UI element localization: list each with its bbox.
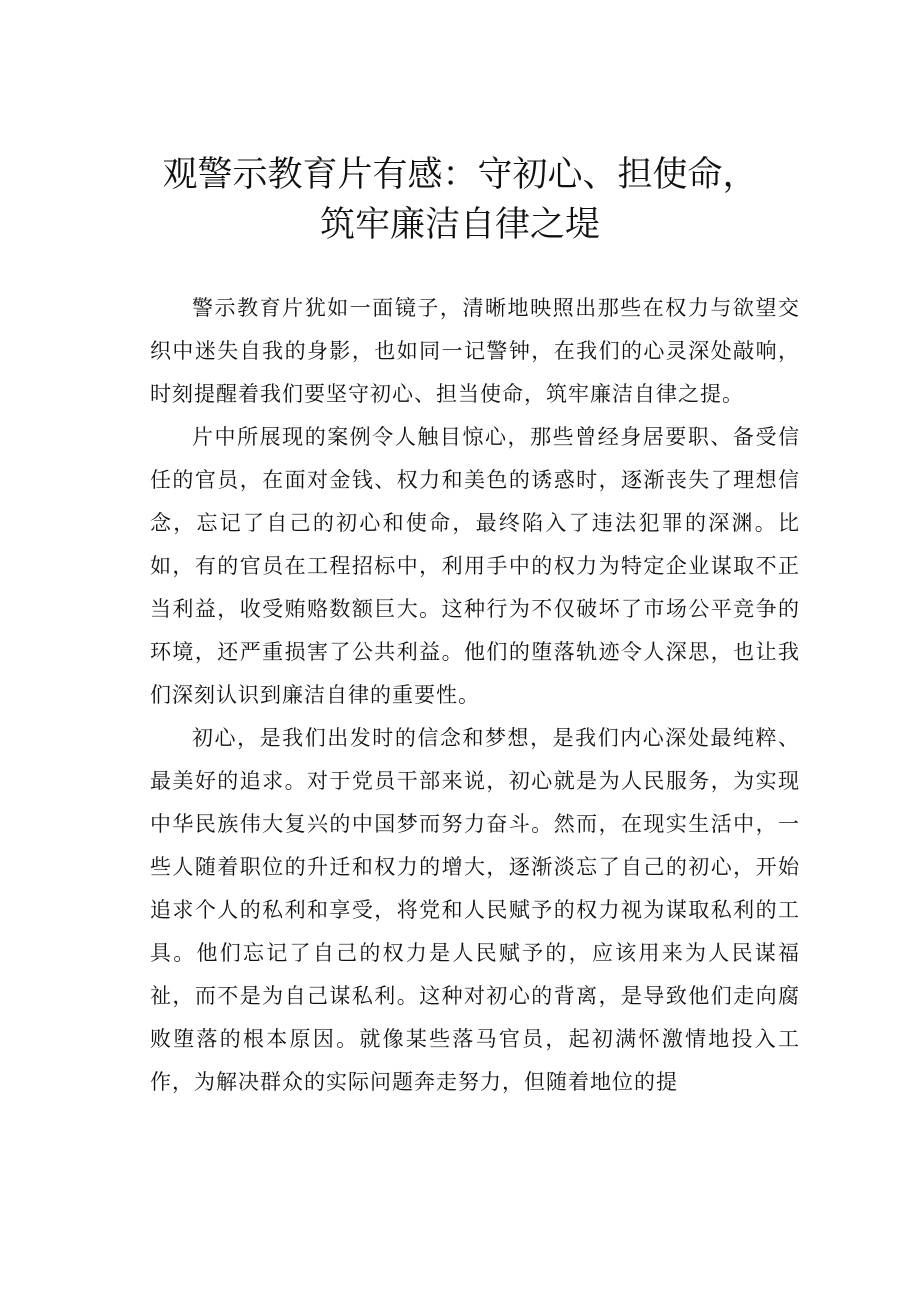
title-line-2: 筑牢廉洁自律之堤 [319,205,600,245]
paragraph-1: 警示教育片犹如一面镜子，清晰地映照出那些在权力与欲望交织中迷失自我的身影，也如同一记警钟，在我们的心灵深处敲响，时刻提醒着我们要坚守初心、担当使命，筑牢廉洁自律之提。 [150,296,800,406]
paragraph-3: 初心，是我们出发时的信念和梦想，是我们内心深处最纯粹、最美好的追求。对于党员干部来说，初心就是为人民服务，为实现中华民族伟大复兴的中国梦而努力奋斗。然而，在现实生活中，一些人随着职位的升迁和权力的增大，逐渐淡忘了自己的初心，开始追求个人的私利和享受，将党和人民赋予的权力视为谋取私利的工具。他们忘记了自己的权力是人民赋予的，应该用来为人民谋福祉，而不是为自己谋私利。这种对初心的背离，是导致他们走向腐败堕落的根本原因。就像某些落马官员，起初满怀激情地投入工作，为解决群众的实际问题奔走努力，但随着地位的提 [150,726,800,1094]
document-body [150,287,800,1104]
title-line-1: 观警示教育片有感：守初心、担使命， [162,155,758,195]
document-title [100,150,820,250]
paragraph-2: 片中所展现的案例令人触目惊心，那些曾经身居要职、备受信任的官员，在面对金钱、权力和美色的诱惑时，逐渐丧失了理想信念，忘记了自己的初心和使命，最终陷入了违法犯罪的深渊。比如，有的官员在工程招标中，利用手中的权力为特定企业谋取不正当利益，收受贿赂数额巨大。这种行为不仅破坏了市场公平竞争的环境，还严重损害了公共利益。他们的堕落轨迹令人深思，也让我们深刻认识到廉洁自律的重要性。 [150,425,800,707]
